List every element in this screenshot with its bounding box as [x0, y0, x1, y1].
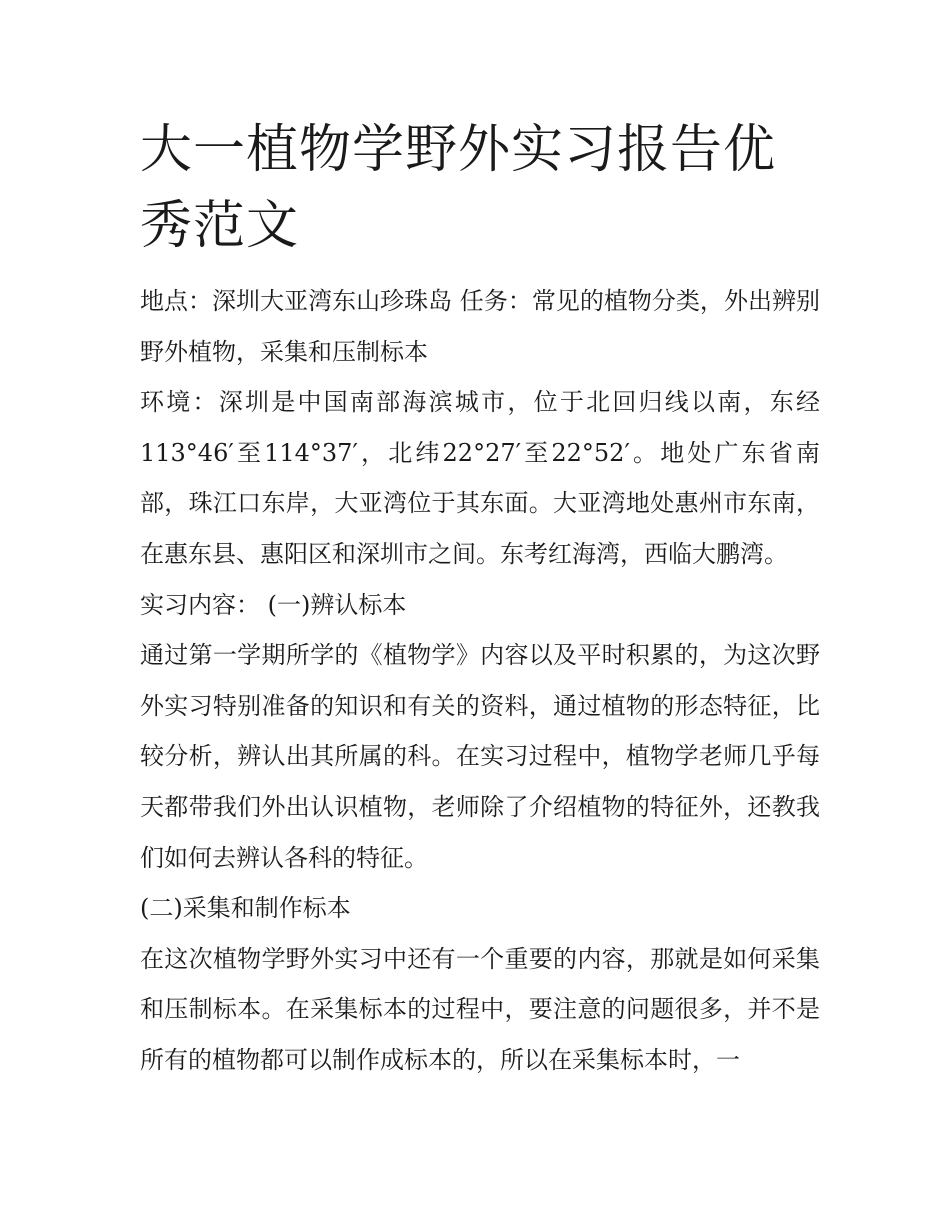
- paragraph-collect-heading: (二)采集和制作标本: [140, 894, 351, 923]
- paragraph-environment: 环境：深圳是中国南部海滨城市，位于北回归线以南，东经113°46′至114°37′，北纬22°27′至22°52′。地处广东省南部，珠江口东岸，大亚湾位于其东面。大亚湾地处惠州市东南，在惠东县、惠阳区和深圳市之间。东考红海湾，西临大鹏湾。: [140, 388, 820, 568]
- paragraph-collect-specimens: 在这次植物学野外实习中还有一个重要的内容，那就是如何采集和压制标本。在采集标本的过程中，要注意的问题很多，并不是所有的植物都可以制作成标本的，所以在采集标本时，一: [140, 944, 820, 1074]
- document-title: 大一植物学野外实习报告优秀范文: [140, 120, 777, 256]
- paragraph-location-task: 地点：深圳大亚湾东山珍珠岛 任务：常见的植物分类，外出辨别野外植物，采集和压制标本: [140, 287, 820, 366]
- paragraph-identify-specimens: 通过第一学期所学的《植物学》内容以及平时积累的，为这次野外实习特别准备的知识和有关的资料，通过植物的形态特征，比较分析，辨认出其所属的科。在实习过程中，植物学老师几乎每天都带我们外出认识植物，老师除了介绍植物的特征外，还教我们如何去辨认各科的特征。: [140, 641, 820, 872]
- document-body: [140, 276, 820, 1086]
- paragraph-internship-content-heading: 实习内容： (一)辨认标本: [140, 590, 407, 619]
